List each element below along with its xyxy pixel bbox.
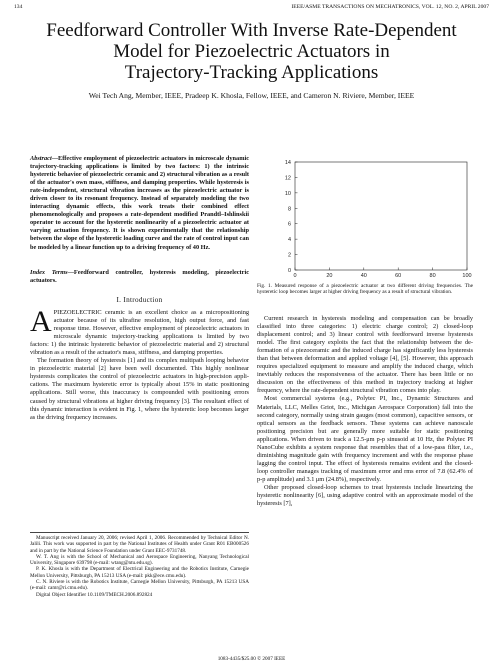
x-tick-label: 100	[462, 273, 472, 278]
x-tick-label: 20	[326, 273, 333, 278]
x-tick-label: 80	[429, 273, 436, 278]
intro-paragraph	[30, 305, 249, 357]
abstract: Abstract—Effective employment of piezoelectric actuators in microscale dynamic trajectory-tracking applications is limited by two factors: 1) the intrinsic hysteretic behavior of piezoelectric ceramic and 2) structural vibration as a result of the actuator's own mass, stiffness, and damping properties. While hysteresis is rate-independent, structural vibration increases as the piezoelectric actuator is driven closer to its resonant frequency. Instead of separately modeling the two interacting dynamic effects, this work treats their combined effect phenomenologically and proposes a rate-dependent modified Prandtl–Ishlinskii operator to account for the hysteretic nonlinearity of a piezoelectric actuator at varying actuation frequency. It is shown experimentally that the relationship between the slope of the hysteretic loading curve and the rate of control input can be modeled by a linear function up to a driving frequency of 40 Hz.	[30, 155, 249, 251]
footnotes	[30, 532, 249, 598]
running-header	[14, 4, 489, 14]
paper-title	[20, 20, 483, 83]
y-tick-label: 14	[284, 160, 291, 166]
section-heading: I. Introduction	[116, 296, 163, 304]
plot-frame	[295, 162, 467, 270]
footnote: C. N. Riviere is with the Robotics Institute, Carnegie Mellon University, Pittsburgh, PA 15213 USA (e-mail: camr@ri.cmu.edu).	[30, 579, 249, 592]
index-terms-text: Feedforward controller, hysteresis modeling, piezoelectric actuators.	[30, 269, 249, 285]
body-paragraph: Other proposed closed-loop schemes to treat hysteresis include linearizing the hysteretic nonlinearity [6], using adaptive control with an approximate model of the hysteresis [7],	[257, 483, 473, 508]
body-paragraph: Current research in hysteresis modeling and compensation can be broadly classified into three categories: 1) electric charge control; 2) closed-loop displacement control; and 3) linear control with feedforward inverse hysteresis model. The first category exploits the fact that the relationship between the deformation of a piezoceramic and the induced charge has significantly less hysteresis than that between deformation and applied voltage [4], [5]. However, this approach requires specialized equipment to measure and amplify the induced charge, which inevitably reduces the responsiveness of the actuator. There has been little or no discussion on the effectiveness of this method in trajectory tracking at higher frequency, where the rate-dependent structural vibration comes into play.	[257, 315, 473, 395]
right-column-body	[257, 315, 473, 508]
footnote: Digital Object Identifier 10.1109/TMECH.2006.892824	[36, 591, 153, 598]
body-paragraph: Most commercial systems (e.g., Polytec PI, Inc., Dynamic Structures and Materials, LLC, Melles Griot, Inc., Michigan Aerospace Corporation) fall into the second category, normally using strain gauges (most common), capacitive sensors, or optical sensors as the feedback sensors. These systems can achieve nanoscale positioning precision but are generally more suitable for static positioning applications. When driven to track a 12.5-μm p-p sinusoid at 10 Hz, the Polytec PI NanoCube exhibits a system response that resembles that of a low-pass filter, i.e., diminishing magnitude gain with frequency increment and with the response phase lagging the control input. The effect of hysteresis remains evident and the closed-loop controller manages tracking of maximum error and rms error of 7.8 (62.4% of p-p amplitude) and 3.1 μm (24.8%), respectively.	[257, 395, 473, 483]
x-tick-label: 40	[360, 273, 367, 278]
x-tick-label: 0	[293, 273, 297, 278]
y-tick-label: 10	[284, 190, 291, 197]
y-tick-label: 4	[287, 237, 291, 244]
journal-header: IEEE/ASME TRANSACTIONS ON MECHATRONICS, VOL. 12, NO. 2, APRIL 2007	[291, 4, 489, 10]
y-tick-label: 0	[287, 268, 291, 274]
index-terms: Index Terms—Feedforward controller, hysteresis modeling, piezoelectric actuators.	[30, 269, 249, 285]
y-tick-label: 6	[287, 221, 291, 228]
drop-cap: A	[30, 305, 52, 338]
abstract-text: Effective employment of piezoelectric actuators in microscale dynamic trajectory-tracking applications is limited by two factors: 1) the intrinsic hysteretic behavior of piezoelectric ceramic and 2) structural vibration as a result of the actuator's own mass, stiffness, and damping properties. While hysteresis is rate-independent, structural vibration increases as the piezoelectric actuator is driven closer to its resonant frequency. Instead of separately modeling the two interacting dynamic effects, this work treats their combined effect phenomenologically and proposes a rate-dependent modified Prandtl–Ishlinskii operator to account for the hysteretic nonlinearity of a piezoelectric actuator at varying actuation frequency. It is shown experimentally that the relationship between the slope of the hysteretic loading curve and the rate of control input can be modeled by a linear function up to a driving frequency of 40 Hz.	[30, 155, 249, 251]
footnote: W. T. Ang is with the School of Mechanical and Aerospace Engineering, Nanyang Technological University, Singapore 639798 (e-mail: wtang@ntu.edu.sg).	[30, 553, 249, 567]
title-line: Model for Piezoelectric Actuators in	[113, 41, 390, 62]
y-tick-label: 8	[287, 206, 291, 213]
abstract-label: Abstract	[30, 155, 52, 162]
title-line: Feedforward Controller With Inverse Rate-Dependent	[46, 20, 457, 41]
copyright-footer: 1083-4435/$25.00 © 2007 IEEE	[217, 656, 286, 662]
y-tick-label: 12	[284, 175, 291, 182]
title-line: Trajectory-Tracking Applications	[124, 62, 379, 83]
x-tick-label: 60	[395, 273, 402, 278]
intro-p1: PIEZOELECTRIC ceramic is an excellent choice as a micropositioning actuator because of its ultrafine resolution, high output force, and fast response time. However, effective employment of piezoelectric actuators in microscale dynamic trajectory-tracking applications is limited by two factors: 1) the intrinsic hysteretic behavior of piezoelectric material and 2) structural vibration as a result of the actuator's mass, stiffness, and damping properties.	[30, 309, 249, 357]
author-line: Wei Tech Ang, Member, IEEE, Pradeep K. Khosla, Fellow, IEEE, and Cameron N. Riviere, Member, IEEE	[88, 91, 415, 100]
page-number: 134	[14, 4, 23, 10]
intro-body	[30, 305, 249, 422]
y-tick-label: 2	[287, 252, 291, 259]
figure-caption: Fig. 1. Measured response of a piezoelectric actuator at two different driving frequencies. The hysteretic loop becomes larger at higher driving frequency as a result of structural vibration.	[257, 283, 473, 296]
index-terms-label: Index Terms	[30, 269, 68, 276]
figure-plot	[257, 158, 473, 278]
intro-paragraph: The formation theory of hysteresis [1] and its complex multipath looping behavior in piezoelectric material [2] have been well documented. This highly nonlinear hysteresis complicates the control of piezoelectric actuators in high-precision applications. The maximum hysteretic error is typically about 15% in static positioning applications. Still worse, this inaccuracy is compounded with positioning errors caused by structural vibrations at higher driving frequency [3]. The resultant effect of this dynamic interaction is evident in Fig. 1, where the hysteretic loop becomes larger as the driving frequency increases.	[30, 357, 249, 421]
footnote: P. K. Khosla is with the Department of Electrical Engineering and the Robotics Institute, Carnegie Mellon University, Pittsburgh, PA 15213 USA (e-mail: pkk@ece.cmu.edu).	[30, 566, 249, 579]
figure-1	[257, 158, 473, 278]
footnote: Manuscript received January 20, 2006; revised April 1, 2006. Recommended by Technical Editor N. Jalili. This work was supported in part by the National Institutes of Health under Grant R01 EB000526 and in part by the National Science Foundation under Grant EEC-9731748.	[30, 535, 249, 554]
